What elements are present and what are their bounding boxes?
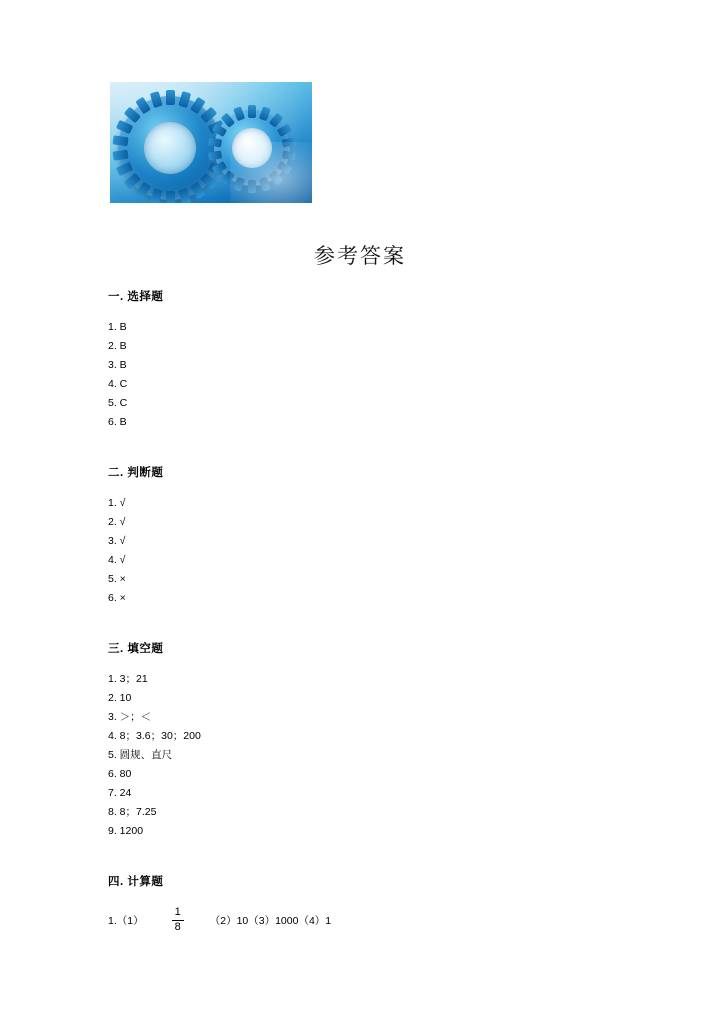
answer-line: 6. 80 bbox=[108, 768, 132, 780]
answer-line: 2. √ bbox=[108, 516, 126, 528]
answer-line: 2. 10 bbox=[108, 692, 132, 704]
answer-line: 5. × bbox=[108, 573, 126, 585]
answer-line: 5. C bbox=[108, 397, 128, 409]
answer-line: 6. × bbox=[108, 592, 126, 604]
answer-line: 5. 圆规、直尺 bbox=[108, 749, 173, 761]
large-gear-teeth bbox=[118, 96, 222, 200]
fraction-numerator: 1 bbox=[174, 905, 181, 918]
calc-suffix: （2）10（3）1000（4）1 bbox=[209, 914, 332, 927]
spacer bbox=[108, 626, 628, 640]
section-fillblank bbox=[108, 640, 628, 841]
section-heading: 二. 判断题 bbox=[108, 467, 164, 479]
answer-line: 4. √ bbox=[108, 554, 126, 566]
section-choice bbox=[108, 288, 628, 432]
section-heading: 三. 填空题 bbox=[108, 643, 164, 655]
answer-line: 3. ＞；＜ bbox=[108, 711, 152, 723]
calc-prefix: 1.（1） bbox=[108, 914, 144, 927]
answer-line: 6. B bbox=[108, 416, 127, 428]
spacer bbox=[108, 450, 628, 464]
section-truefalse bbox=[108, 464, 628, 608]
section-heading: 一. 选择题 bbox=[108, 291, 164, 303]
page-title: 参考答案 bbox=[314, 244, 406, 268]
answer-line: 1. 3；21 bbox=[108, 673, 148, 685]
answer-body bbox=[108, 288, 628, 955]
section-calculation bbox=[108, 873, 628, 937]
answer-line: 4. C bbox=[108, 378, 128, 390]
fraction-denominator: 8 bbox=[174, 920, 181, 933]
answer-line: 8. 8；7.25 bbox=[108, 806, 157, 818]
spacer bbox=[108, 859, 628, 873]
calculation-answer-line bbox=[108, 903, 628, 937]
large-gear-icon bbox=[118, 96, 222, 200]
answer-line: 1. √ bbox=[108, 497, 126, 509]
answer-line: 4. 8；3.6；30；200 bbox=[108, 730, 201, 742]
answer-line: 9. 1200 bbox=[108, 825, 144, 837]
answer-line: 3. √ bbox=[108, 535, 126, 547]
answer-line: 2. B bbox=[108, 340, 127, 352]
fraction bbox=[172, 907, 184, 933]
gears-image bbox=[110, 82, 312, 203]
answer-line: 7. 24 bbox=[108, 787, 132, 799]
image-sheen bbox=[230, 142, 312, 203]
answer-line: 1. B bbox=[108, 321, 127, 333]
section-heading: 四. 计算题 bbox=[108, 876, 164, 888]
answer-line: 3. B bbox=[108, 359, 127, 371]
